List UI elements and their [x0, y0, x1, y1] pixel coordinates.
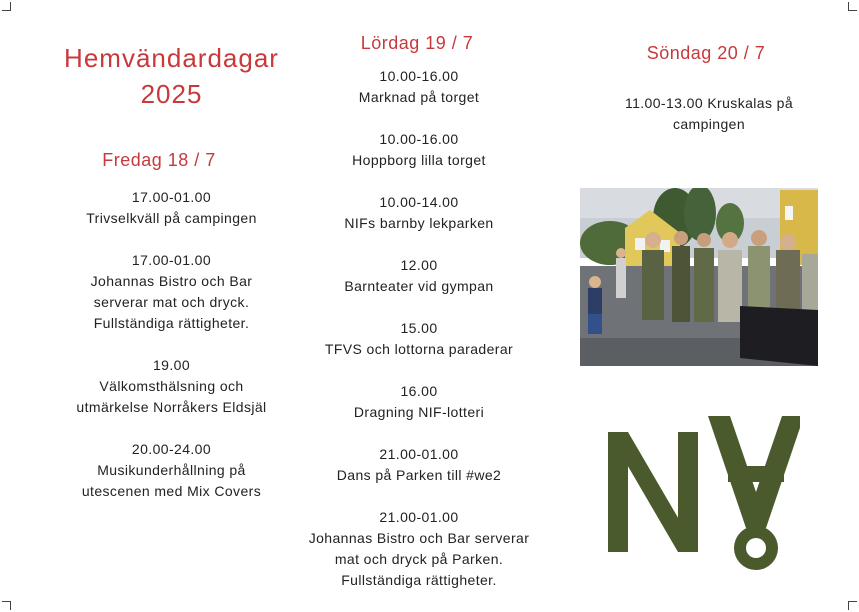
event-time: 16.00 [400, 383, 438, 399]
event-text: Fullständiga rättigheter. [93, 315, 250, 331]
event-text: Dragning NIF-lotteri [353, 404, 485, 420]
event-item [40, 250, 303, 334]
event-text: Fullständiga rättigheter. [341, 572, 497, 588]
crop-mark [848, 601, 857, 610]
event-text: Trivselkväll på campingen [86, 210, 257, 226]
event-text: Dans på Parken till #we2 [336, 467, 502, 483]
event-text: utescenen med Mix Covers [81, 483, 262, 499]
crop-mark [2, 2, 11, 11]
event-item [296, 129, 542, 171]
event-text: Marknad på torget [358, 89, 480, 105]
event-item [40, 355, 303, 418]
crop-mark [2, 601, 11, 610]
event-time: 17.00-01.00 [131, 252, 212, 268]
parade-photo [580, 188, 818, 366]
crop-mark [848, 2, 857, 11]
event-time: 21.00-01.00 [379, 446, 459, 462]
event-text: TFVS och lottorna paraderar [324, 341, 514, 357]
event-time: 21.00-01.00 [379, 509, 459, 525]
na-logo [600, 410, 800, 575]
event-time: 10.00-14.00 [379, 194, 459, 210]
friday-column [40, 0, 303, 612]
friday-heading: Fredag 18 / 7 [102, 150, 216, 170]
event-text: Johannas Bistro och Bar [90, 273, 253, 289]
event-item [296, 66, 542, 108]
event-item [296, 507, 542, 591]
event-text: utmärkelse Norråkers Eldsjäl [76, 399, 267, 415]
event-item [296, 444, 542, 486]
sunday-heading: Söndag 20 / 7 [646, 43, 766, 63]
event-time: 17.00-01.00 [131, 189, 212, 205]
event-time: 10.00-16.00 [379, 131, 459, 147]
event-text: 11.00-13.00 Kruskalas på [624, 95, 794, 111]
event-time: 20.00-24.00 [131, 441, 212, 457]
event-item [296, 192, 542, 234]
event-time: 19.00 [152, 357, 191, 373]
event-text: Välkomsthälsning och [99, 378, 244, 394]
event-text: Barnteater vid gympan [344, 278, 494, 294]
event-item [580, 93, 838, 135]
event-text: campingen [672, 116, 746, 132]
saturday-column [296, 0, 542, 612]
event-text: Musikunderhållning på [97, 462, 246, 478]
saturday-heading: Lördag 19 / 7 [360, 33, 474, 53]
event-text: Hoppborg lilla torget [352, 152, 486, 168]
event-item [296, 255, 542, 297]
event-item [40, 187, 303, 229]
event-time: 15.00 [400, 320, 438, 336]
event-item [296, 318, 542, 360]
event-time: 10.00-16.00 [379, 68, 459, 84]
event-text: NIFs barnby lekparken [344, 215, 494, 231]
event-text: Johannas Bistro och Bar serverar [308, 530, 530, 546]
event-text: mat och dryck på Parken. [334, 551, 504, 567]
event-text: serverar mat och dryck. [93, 294, 250, 310]
event-time: 12.00 [400, 257, 438, 273]
page-title: Hemvändardagar 2025 [64, 43, 279, 109]
event-item [296, 381, 542, 423]
event-item [40, 439, 303, 502]
